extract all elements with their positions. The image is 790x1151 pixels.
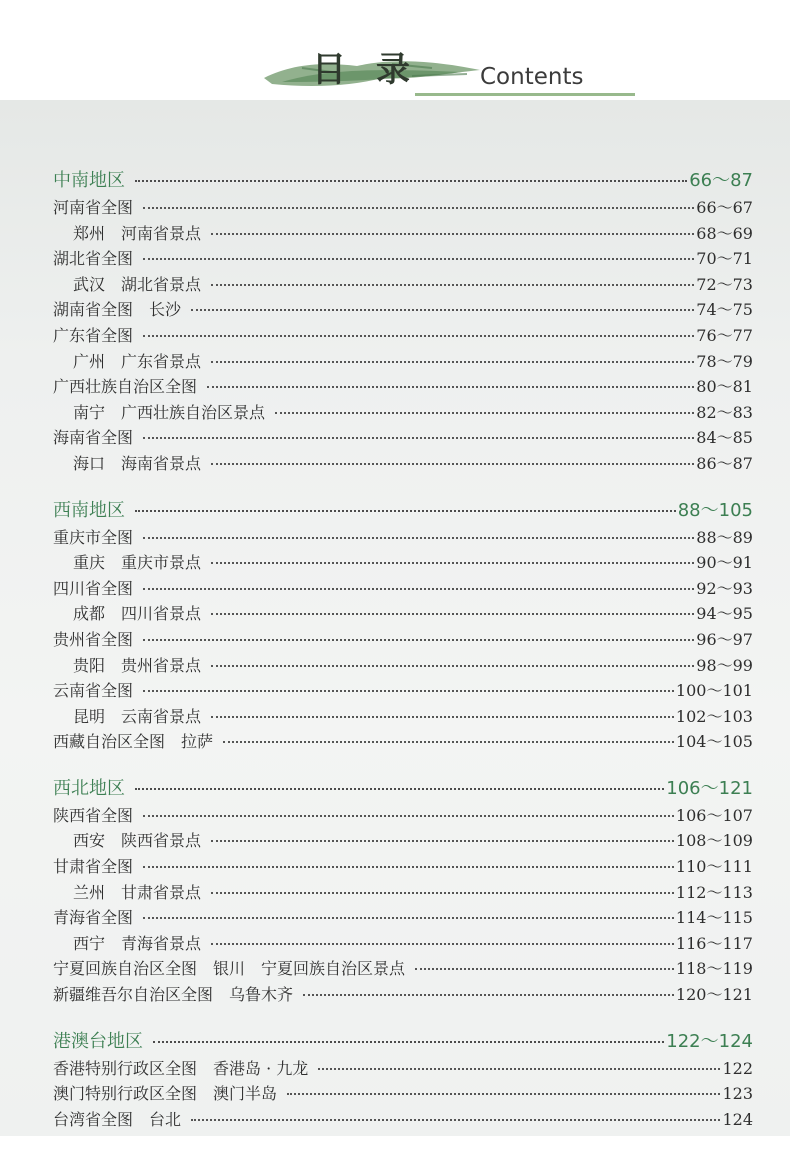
toc-section-heading[interactable] [53, 774, 753, 803]
toc-section-heading-label: 中南地区 [53, 170, 125, 191]
toc-entry[interactable] [53, 221, 753, 247]
toc-entry-label: 重庆市全图 [53, 527, 134, 547]
toc-entry[interactable] [53, 704, 753, 730]
toc-entry[interactable] [53, 323, 753, 349]
dot-leader [135, 180, 687, 182]
toc-entry-pages: 110～111 [675, 857, 753, 877]
toc-entry-label: 青海省全图 [53, 908, 134, 928]
toc-entry-label: 西安 陕西省景点 [73, 831, 202, 851]
toc-entry-pages: 72～73 [696, 274, 753, 294]
toc-entry[interactable] [53, 880, 753, 906]
toc-entry-pages: 116～117 [675, 933, 753, 953]
toc-entry-label: 昆明 云南省景点 [73, 706, 202, 726]
toc-entry[interactable] [53, 854, 753, 880]
toc-entry[interactable] [53, 1081, 753, 1107]
dot-leader [211, 233, 694, 235]
toc-entry-pages: 114～115 [675, 908, 753, 928]
toc-entry[interactable] [53, 374, 753, 400]
toc-entry-pages: 94～95 [696, 604, 753, 624]
toc-entry[interactable] [53, 729, 753, 755]
toc-entry-pages: 68～69 [696, 223, 753, 243]
toc-entry-pages: 98～99 [696, 655, 753, 675]
dot-leader [143, 690, 674, 692]
toc-entry-label: 广州 广东省景点 [73, 351, 202, 371]
toc-entry[interactable] [53, 828, 753, 854]
toc-section-heading-pages: 66～87 [689, 170, 753, 191]
toc-section-heading-label: 港澳台地区 [53, 1030, 143, 1052]
toc-entry-pages: 76～77 [696, 325, 753, 345]
toc-entry-pages: 88～89 [696, 527, 753, 547]
title-english: Contents [480, 64, 584, 90]
toc-section-heading[interactable] [53, 166, 753, 195]
toc-entry-pages: 108～109 [675, 831, 753, 851]
toc-entry-pages: 120～121 [675, 985, 753, 1005]
toc-section [53, 1027, 753, 1133]
toc-entry-pages: 124 [722, 1109, 753, 1129]
toc-entry[interactable] [53, 297, 753, 323]
dot-leader [415, 968, 674, 970]
toc-entry-pages: 70～71 [696, 249, 753, 269]
toc-entry-label: 云南省全图 [53, 681, 134, 701]
toc-entry-label: 广东省全图 [53, 325, 134, 345]
toc-entry[interactable] [53, 601, 753, 627]
toc-entry-label: 四川省全图 [53, 578, 134, 598]
toc-entry[interactable] [53, 246, 753, 272]
brush-stroke-decoration [262, 56, 482, 92]
dot-leader [318, 1068, 720, 1070]
dot-leader [135, 788, 664, 790]
dot-leader [211, 562, 694, 564]
toc-entry-pages: 86～87 [696, 453, 753, 473]
toc-entry[interactable] [53, 400, 753, 426]
dot-leader [211, 284, 694, 286]
toc-entry-label: 香港特别行政区全图 香港岛 · 九龙 [53, 1058, 309, 1078]
toc-section [53, 774, 753, 1008]
dot-leader [223, 741, 674, 743]
toc-entry-label: 西藏自治区全图 拉萨 [53, 732, 214, 752]
toc-entry-pages: 66～67 [696, 198, 753, 217]
toc-entry-pages: 74～75 [696, 300, 753, 320]
toc-entry-label: 重庆 重庆市景点 [73, 553, 202, 573]
toc-section [53, 166, 753, 477]
toc-entry[interactable] [53, 678, 753, 704]
toc-entry[interactable] [53, 931, 753, 957]
dot-leader [211, 665, 694, 667]
toc-entry[interactable] [53, 550, 753, 576]
title-char-1: 目 [312, 50, 346, 90]
title-underline [415, 93, 635, 96]
dot-leader [211, 463, 694, 465]
toc-entry-label: 台湾省全图 台北 [53, 1109, 182, 1129]
toc-entry-label: 兰州 甘肃省景点 [73, 882, 202, 902]
toc-entry[interactable] [53, 1056, 753, 1082]
toc-entry-pages: 100～101 [675, 681, 753, 701]
toc-entry-label: 海南省全图 [53, 428, 134, 448]
toc-section-heading-label: 西南地区 [53, 499, 125, 521]
toc-entry-pages: 122 [722, 1058, 753, 1078]
toc-entry[interactable] [53, 272, 753, 298]
toc-entry-label: 贵阳 贵州省景点 [73, 655, 202, 675]
toc-entry[interactable] [53, 525, 753, 551]
dot-leader [143, 437, 694, 439]
toc-entry-pages: 118～119 [675, 959, 753, 979]
toc-section-heading-pages: 122～124 [666, 1030, 753, 1052]
toc-entry-pages: 112～113 [675, 882, 753, 902]
dot-leader [211, 361, 694, 363]
toc-entry-pages: 78～79 [696, 351, 753, 371]
toc-entry-label: 新疆维吾尔自治区全图 乌鲁木齐 [53, 985, 294, 1005]
dot-leader [191, 309, 694, 311]
toc-entry-label: 成都 四川省景点 [73, 604, 202, 624]
toc-entry-label: 澳门特别行政区全图 澳门半岛 [53, 1084, 278, 1104]
toc-entry-pages: 96～97 [696, 629, 753, 649]
toc-entry-label: 贵州省全图 [53, 629, 134, 649]
toc-entry-pages: 82～83 [696, 402, 753, 422]
toc-entry[interactable] [53, 956, 753, 982]
dot-leader [153, 1041, 664, 1043]
toc-entry-pages: 84～85 [696, 428, 753, 448]
dot-leader [191, 1119, 720, 1121]
dot-leader [143, 258, 694, 260]
toc-entry-label: 西宁 青海省景点 [73, 933, 202, 953]
toc-entry-label: 湖北省全图 [53, 249, 134, 269]
dot-leader [143, 537, 694, 539]
toc-entry[interactable] [53, 451, 753, 477]
dot-leader [211, 840, 674, 842]
toc-section-heading-pages: 106～121 [666, 777, 753, 799]
toc-entry[interactable] [53, 349, 753, 375]
toc-entry[interactable] [53, 803, 753, 829]
toc-section-heading[interactable] [53, 496, 753, 525]
dot-leader [143, 335, 694, 337]
dot-leader [143, 917, 674, 919]
toc-entry[interactable] [53, 905, 753, 931]
toc-entry[interactable] [53, 195, 753, 221]
toc-entry[interactable] [53, 1107, 753, 1133]
title-char-2: 录 [376, 50, 410, 90]
toc-entry-pages: 106～107 [675, 805, 753, 825]
dot-leader [303, 994, 674, 996]
dot-leader [211, 716, 674, 718]
dot-leader [143, 639, 694, 641]
dot-leader [143, 815, 674, 817]
toc-section-heading-label: 西北地区 [53, 777, 125, 799]
toc-entry-pages: 102～103 [675, 706, 753, 726]
dot-leader [211, 892, 674, 894]
toc-section-heading[interactable] [53, 1027, 753, 1056]
toc-entry-label: 南宁 广西壮族自治区景点 [73, 402, 266, 422]
dot-leader [275, 412, 694, 414]
toc-entry-label: 海口 海南省景点 [73, 453, 202, 473]
dot-leader [143, 588, 694, 590]
toc-entry-label: 宁夏回族自治区全图 银川 宁夏回族自治区景点 [53, 959, 406, 979]
toc-entry-pages: 92～93 [696, 578, 753, 598]
toc-entry-label: 广西壮族自治区全图 [53, 377, 198, 397]
toc-entry-label: 湖南省全图 长沙 [53, 300, 182, 320]
dot-leader [135, 510, 676, 512]
toc-entry[interactable] [53, 627, 753, 653]
toc-entry[interactable] [53, 425, 753, 451]
dot-leader [211, 613, 694, 615]
toc-section-heading-pages: 88～105 [677, 499, 753, 521]
toc-entry-pages: 80～81 [696, 377, 753, 397]
toc-entry[interactable] [53, 576, 753, 602]
toc-entry-label: 武汉 湖北省景点 [73, 274, 202, 294]
toc-entry[interactable] [53, 653, 753, 679]
toc-section [53, 496, 753, 755]
dot-leader [207, 386, 694, 388]
toc-entry-pages: 123 [722, 1084, 753, 1104]
toc-entry-label: 陕西省全图 [53, 805, 134, 825]
dot-leader [287, 1093, 720, 1095]
toc-entry[interactable] [53, 982, 753, 1008]
toc-entry-label: 河南省全图 [53, 198, 134, 217]
dot-leader [143, 207, 694, 209]
page-header [0, 0, 790, 100]
toc-entry-pages: 90～91 [696, 553, 753, 573]
dot-leader [211, 943, 674, 945]
toc-entry-label: 郑州 河南省景点 [73, 223, 202, 243]
toc-entry-label: 甘肃省全图 [53, 857, 134, 877]
dot-leader [143, 866, 674, 868]
toc-entry-pages: 104～105 [675, 732, 753, 752]
table-of-contents [53, 166, 753, 1151]
